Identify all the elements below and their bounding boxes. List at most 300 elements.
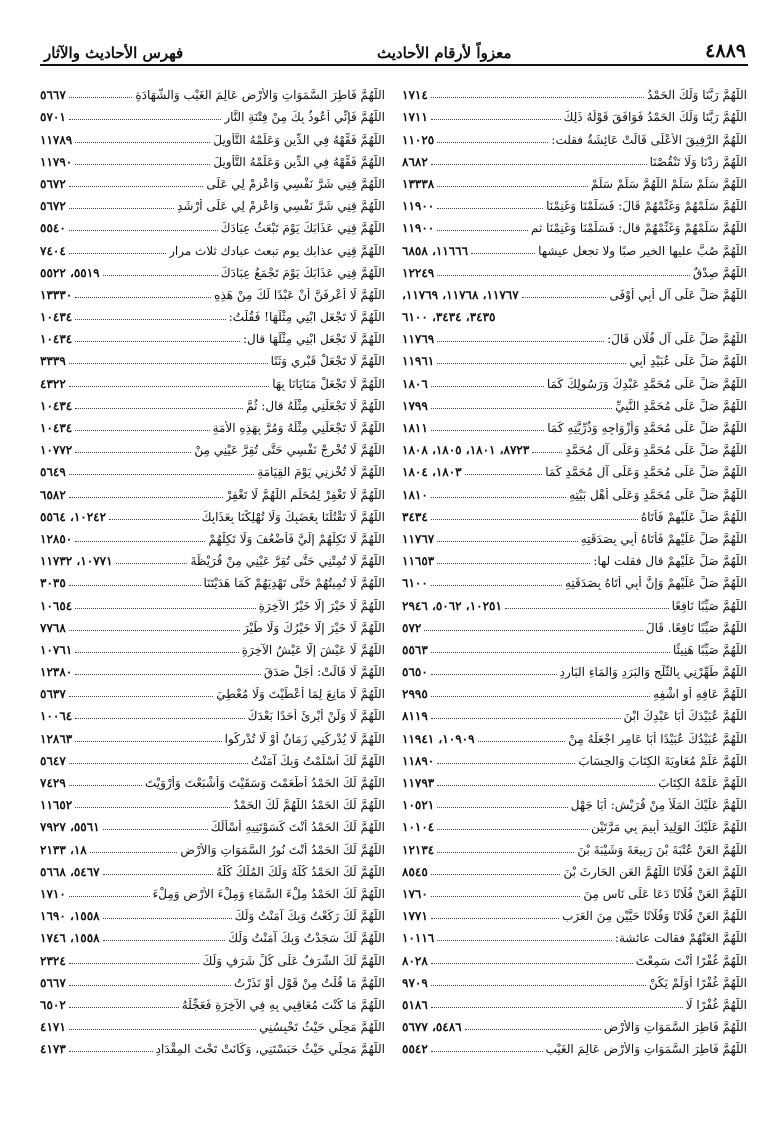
hadith-number: ٨٠٢٨ (402, 953, 428, 968)
leader-dots (75, 142, 210, 143)
index-entry (402, 701, 747, 723)
index-entry (402, 790, 747, 812)
index-entry (402, 302, 747, 324)
hadith-number: ٥٦٤٩ (40, 465, 66, 480)
leader-dots (75, 297, 211, 298)
entry-text: اللَّهُمَّ لَكَ الشَّرَفُ عَلَى كُلِّ شَرَفٍ وَلَكَ (202, 953, 385, 968)
index-entry (402, 768, 747, 790)
leader-dots (103, 940, 226, 941)
entry-text: اللَّهُمَّ العَنْ عُتْبَةَ بْنَ رَبِيعَةَ وَشَيْبَةَ بْنَ (577, 842, 747, 857)
hadith-number: ٦٥٠٢ (40, 997, 66, 1012)
leader-dots (75, 541, 205, 542)
index-entry (402, 147, 747, 169)
page-number: ٤٨٨٩ (705, 40, 746, 62)
leader-dots (69, 1051, 153, 1052)
entry-text: اللَّهُمَّ لَا تَجْعَلْ مَنَايَانَا بِهَا (272, 376, 385, 391)
index-entry (402, 923, 747, 945)
entry-text: اللَّهُمَّ صَلِّ عَلَى مُحَمَّدٍ النَّبِيِّ (615, 398, 747, 413)
leader-dots (75, 164, 210, 165)
index-entry (40, 479, 385, 501)
leader-dots (75, 652, 239, 653)
entry-text: اللَّهُمَّ العَنْ فُلَانًا وَفُلَانًا حَيَّيْنِ مِنَ العَرَبِ (562, 909, 747, 924)
entry-text: اللَّهُمَّ صَلِّ عَلَى آلِ فُلَانٍ قَالَ: (607, 332, 747, 347)
hadith-number: ٧٧٦٨ (40, 620, 66, 635)
leader-dots (69, 386, 269, 387)
leader-dots (69, 253, 166, 254)
hadith-number: ١٣٣٣٠ (40, 287, 73, 302)
index-entry (40, 834, 385, 856)
leader-dots (69, 474, 254, 475)
hadith-number: ٢٩٩٥ (402, 687, 428, 702)
hadith-number: ١٨٠٣، ١٨٠٤ (402, 465, 462, 480)
hadith-number: ١٣٣٣٨ (402, 176, 435, 191)
leader-dots (431, 652, 670, 653)
section-title: معزواً لأرقام الأحاديث (377, 44, 512, 62)
leader-dots (437, 208, 543, 209)
leader-dots (431, 430, 544, 431)
leader-dots (437, 829, 588, 830)
hadith-number: ٤٣٢٢ (40, 376, 66, 391)
entry-text: اللَّهُمَّ صُبَّ عليها الخير صبًا ولا تجعل عيشها (538, 243, 747, 258)
entry-text: اللَّهُمَّ العَنْ فُلَانًا اللَّهُمَّ العَنِ الحَارِثَ بْنَ (563, 864, 747, 879)
leader-dots (431, 97, 644, 98)
index-entry (402, 524, 747, 546)
leader-dots (437, 186, 588, 187)
entry-text: اللَّهُمَّ عَلَيْكَ الوَلِيدَ أَبِيمَ بِي مَرَّتَيْنِ (591, 820, 747, 835)
index-entry (40, 435, 385, 457)
index-entry (402, 879, 747, 901)
entry-text: اللَّهُمَّ فَاطِرَ السَّمَوَاتِ وَالأَرْضِ عَالِمَ الغَيْبِ وَالشَّهَادَةِ (135, 88, 385, 103)
leader-dots (69, 497, 223, 498)
hadith-number: ٥١٨٦ (402, 997, 428, 1012)
hadith-number: ١٠٧٧١، ١١٧٣٢ (40, 554, 113, 569)
index-entry (40, 635, 385, 657)
entry-text: اللَّهُمَّ قِنِي عذابك يوم تبعث عبادك ثلاث مرار (169, 243, 385, 258)
index-entry (402, 723, 747, 745)
leader-dots (69, 585, 201, 586)
entry-text: اللَّهُمَّ عَلَيْكَ المَلَأَ مِنْ قُرَيْشٍ: أَبَا جَهْلٍ (570, 798, 747, 813)
entry-text: اللَّهُمَّ عَلِّمْهُ الكِتَابَ (658, 776, 747, 790)
hadith-number: ١٨١٠ (402, 487, 428, 502)
leader-dots (431, 696, 650, 697)
hadith-number: ٧٤٠٤ (40, 243, 66, 258)
index-entry (402, 746, 747, 768)
index-entry (402, 546, 747, 568)
index-entry (402, 102, 747, 124)
index-entry (40, 746, 385, 768)
entry-text: اللَّهُمَّ لَا تَجْعَلْنِي مِثْلَهُ وَمُرَّ بِهَذِهِ الأَمَةِ (212, 421, 385, 435)
hadith-number: ١١٩٠٠ (402, 199, 435, 214)
leader-dots (69, 208, 174, 209)
leader-dots (103, 918, 232, 919)
hadith-number: ٥٦٣٧ (40, 687, 66, 702)
index-entry (40, 768, 385, 790)
index-entry (40, 191, 385, 213)
hadith-number: ١١٧٦٧، ١١٧٦٨، ١١٧٦٩، (402, 287, 519, 302)
leader-dots (437, 807, 567, 808)
hadith-number: ٥٤٦٧، ٥٦٦٨ (40, 864, 100, 879)
entry-text: اللَّهُمَّ صَلِّ عَلَيْهِمْ فَأَتَاهُ أَبِي بِصَدَقَتِهِ (580, 531, 747, 546)
entry-text: اللَّهُمَّ لَكَ الحَمْدُ كُلُّهُ وَلَكَ المُلْكُ كُلُّهُ (216, 864, 385, 879)
entry-text: اللَّهُمَّ فَاطِرَ السَّمَوَاتِ وَالأَرْضِ (603, 1020, 747, 1035)
index-entry (40, 901, 385, 923)
index-entry (40, 546, 385, 568)
hadith-number: ٥٦٦٧ (40, 88, 66, 103)
entry-text: اللَّهُمَّ لَا تَجْعَلْنِي مِثْلَهُ قال: ثُمَّ (246, 398, 385, 413)
entry-text: اللَّهُمَّ لَا تَجْعَلِ ابْنِي مِثْلَهَا! فَقُلْتُ: (228, 310, 385, 325)
index-entry (40, 235, 385, 257)
hadith-number: ٨١١٩ (402, 709, 428, 724)
hadith-number: ١٢٢٤٩ (402, 265, 435, 280)
entry-text: اللَّهُمَّ غُفْرًا أَنْتَ سَمِعْتَ (635, 953, 747, 968)
index-entry (402, 590, 747, 612)
leader-dots (437, 230, 528, 231)
hadith-number: ١٠١٠٤ (402, 820, 435, 835)
index-entry (402, 169, 747, 191)
hadith-number: ١٥٥٨، ١٧٤٦ (40, 931, 100, 946)
hadith-number: ٣٤٣٥، ٣٤٣٤، ٦١٠٠ (402, 310, 496, 325)
book-title: فهرس الأحاديث والآثار (44, 44, 184, 62)
index-entry (40, 1012, 385, 1034)
index-entry (402, 679, 747, 701)
index-entry (402, 968, 747, 990)
index-entry (40, 857, 385, 879)
leader-dots (69, 1029, 256, 1030)
hadith-number: ١٧١٤ (402, 88, 428, 103)
hadith-number: ١١٧٩٠ (40, 154, 73, 169)
entry-text: اللَّهُمَّ لَا تَجْعَلْ قَبْرِي وَثَنًا (270, 354, 385, 369)
entry-text: اللَّهُمَّ لَا تُمِتْنِي حَتَّى تُقِرَّ عَيْنِي مِنْ قُرَيْظَةَ (190, 554, 385, 569)
leader-dots (75, 408, 243, 409)
index-entry (40, 368, 385, 390)
entry-text: اللَّهُمَّ لَا تُمِيتُهُمْ حَتَّى تَهْدِيَهُمْ كَمَا هَدَيْتَنَا (203, 576, 385, 591)
leader-dots (431, 1051, 543, 1052)
entry-text: اللَّهُمَّ مَا قُلْتُ مِنْ قَوْلٍ أَوْ نَذَرْتُ (233, 975, 385, 990)
leader-dots (69, 985, 231, 986)
index-entry (40, 990, 385, 1012)
entry-text: اللَّهُمَّ رَبَّنَا وَلَكَ الحَمْدُ (647, 88, 747, 103)
leader-dots (75, 674, 261, 675)
leader-dots (478, 741, 566, 742)
leader-dots (437, 341, 604, 342)
leader-dots (69, 119, 222, 120)
leader-dots (431, 164, 647, 165)
leader-dots (103, 275, 218, 276)
entry-text: اللَّهُمَّ فَإِنِّي أَعُوذُ بِكَ مِنْ فِتْنَةِ النَّارِ (224, 110, 385, 125)
hadith-number: ٨٧٢٣، ١٨٠١، ١٨٠٥، ١٨٠٨ (402, 443, 530, 458)
hadith-number: ٦١٠٠ (402, 576, 428, 591)
hadith-number: ٩٧٠٩ (402, 975, 428, 990)
entry-text: اللَّهُمَّ عَافِهِ أَوِ اشْفِهِ (653, 687, 747, 702)
leader-dots (75, 319, 225, 320)
entry-text: اللَّهُمَّ لَا أَعْرِفَنَّ أَنْ عَبْدًا لَكَ مِنْ هَذِهِ (214, 287, 385, 302)
entry-text: اللَّهُمَّ صَيِّبًا هَنِيئًا (672, 642, 747, 657)
entry-text: اللَّهُمَّ قِنِي شَرَّ نَفْسِي وَاعْزِمْ لِي عَلَى أَرْشَدِ (177, 199, 385, 214)
leader-dots (431, 497, 566, 498)
leader-dots (431, 674, 557, 675)
index-entry (40, 258, 385, 280)
leader-dots (69, 630, 240, 631)
leader-dots (90, 852, 178, 853)
index-entry (40, 213, 385, 235)
index-entry (40, 812, 385, 834)
hadith-number: ٣٠٣٥ (40, 576, 66, 591)
entry-text: اللَّهُمَّ سَلِّمْهُمْ وَغَنِّمْهُمْ قَالَ: فَسَلَّمْنَا وَغَنِمْنَا (546, 199, 747, 214)
hadith-number: ١٧٦٠ (402, 886, 428, 901)
hadith-number: ٥٥٤٠ (40, 221, 66, 236)
leader-dots (437, 363, 626, 364)
index-entry (40, 613, 385, 635)
leader-dots (69, 1007, 179, 1008)
entry-text: اللَّهُمَّ لَا خَيْرَ إِلَّا خَيْرُكَ وَلَا طَيْرَ (242, 620, 385, 635)
leader-dots (437, 852, 574, 853)
hadith-number: ١١٧٩٣ (402, 776, 435, 790)
index-entry (402, 502, 747, 524)
index-entry (40, 657, 385, 679)
index-entry (40, 124, 385, 146)
entry-text: اللَّهُمَّ فَقِّهْهُ فِي الدِّينِ وَعَلِّمْهُ التَّأْوِيلَ (213, 132, 385, 147)
index-entry (402, 391, 747, 413)
entry-text: اللَّهُمَّ لَا تُخْزِنِي يَوْمَ القِيَامَةِ (257, 465, 385, 480)
leader-dots (69, 97, 133, 98)
index-entry (402, 346, 747, 368)
entry-text: اللَّهُمَّ لَكَ الحَمْدُ أَنْتَ كَسَوْتَنِيهِ أَسْأَلُكَ (210, 820, 385, 835)
leader-dots (437, 763, 575, 764)
index-entry (40, 879, 385, 901)
entry-text: اللَّهُمَّ فَقِّهْهُ فِي الدِّينِ وَعَلِّمْهُ التَّأْوِيلَ (213, 154, 385, 169)
entry-text: اللَّهُمَّ صَلِّ عَلَى مُحَمَّدٍ عَبْدِكَ وَرَسُولِكَ كَمَا (546, 376, 747, 391)
entry-text: اللَّهُمَّ عُبَيْدُكَ عُبَيْدًا أَبَا عَامِرٍ اجْعَلْهُ مِنْ (568, 731, 747, 746)
index-entry (40, 280, 385, 302)
entry-text: اللَّهُمَّ قِنِي شَرَّ نَفْسِي وَاعْزِمْ لِي عَلَى (206, 176, 385, 191)
index-entry (402, 368, 747, 390)
leader-dots (75, 718, 244, 719)
entry-text: اللَّهُمَّ العَنْهُمْ فقالت عائشة: (614, 931, 747, 946)
entry-text: اللَّهُمَّ لَكَ الحَمْدُ مِلْءَ السَّمَاءِ وَمِلْءَ الأَرْضِ وَمِلْءَ (152, 886, 385, 901)
hadith-number: ١١٠٢٥ (402, 132, 435, 147)
hadith-number: ١٠٢٥١، ٥٠٦٢، ٢٩٤٦ (402, 598, 502, 613)
index-entry (402, 258, 747, 280)
leader-dots (431, 408, 612, 409)
index-entry (402, 657, 747, 679)
index-entry (402, 857, 747, 879)
hadith-number: ١٠٤٣٤ (40, 310, 73, 325)
hadith-number: ٥٦٤٧ (40, 753, 66, 768)
leader-dots (522, 297, 607, 298)
hadith-number: ١٢٣٨٠ (40, 665, 73, 680)
hadith-number: ١١٩٦١ (402, 354, 435, 369)
leader-dots (116, 563, 188, 564)
hadith-number: ١٧٧١ (402, 909, 428, 924)
hadith-number: ١٨٠٦ (402, 376, 428, 391)
hadith-number: ١١٧٦٧ (402, 531, 435, 546)
hadith-number: ٦٥٨٢ (40, 487, 66, 502)
entry-text: اللَّهُمَّ لَا عَيْشَ إِلَّا عَيْشُ الآخِرَةِ (241, 642, 385, 657)
leader-dots (75, 807, 230, 808)
leader-dots (437, 541, 577, 542)
entry-text: اللَّهُمَّ لَا تَقْتُلْنَا بِغَضَبِكَ وَلَا تُهْلِكْنَا بِعَذَابِكَ (201, 509, 385, 524)
index-entry (40, 502, 385, 524)
leader-dots (431, 874, 561, 875)
hadith-number: ١٠٠٦٤ (40, 709, 73, 724)
leader-dots (437, 940, 612, 941)
leader-dots (431, 985, 646, 986)
index-entry (40, 524, 385, 546)
leader-dots (437, 142, 548, 143)
hadith-number: ١١٦٦٦، ٦٨٥٨ (402, 243, 469, 258)
index-entry (402, 1034, 747, 1056)
entry-text: اللَّهُمَّ لَا خَيْرَ إِلَّا خَيْرُ الآخِرَةِ (258, 598, 385, 613)
entry-text: اللَّهُمَّ لَكَ سَجَدْتُ وَبِكَ آمَنْتُ وَلَكَ (228, 931, 385, 946)
hadith-number: ١١٧٦٩ (402, 332, 435, 347)
leader-dots (431, 119, 561, 120)
index-entry (40, 324, 385, 346)
entry-text: اللَّهُمَّ صَلِّ عَلَى مُحَمَّدٍ وَعَلَى آلِ مُحَمَّدٍ (565, 443, 747, 458)
hadith-number: ٥٥٦١، ٧٩٢٧ (40, 820, 100, 835)
entry-text: اللَّهُمَّ صَلِّ عَلَى مُحَمَّدٍ وَأَزْوَاجِهِ وَذُرِّيَّتِهِ كَمَا (547, 421, 747, 435)
index-entry (402, 213, 747, 235)
entry-text: اللَّهُمَّ صَلِّ عَلَيْهِمْ فَأَتَاهُ (640, 509, 747, 524)
leader-dots (465, 474, 543, 475)
index-entry (40, 923, 385, 945)
hadith-number: ١١٩٠٠ (402, 221, 435, 236)
page-header (44, 30, 746, 62)
hadith-number: ١٨، ٢١٣٣ (40, 842, 87, 857)
index-entry (402, 235, 747, 257)
hadith-number: ٥٦٦٧ (40, 975, 66, 990)
hadith-number: ٥٥٤٢ (402, 1042, 428, 1057)
index-entry (402, 124, 747, 146)
leader-dots (431, 386, 544, 387)
entry-text: اللَّهُمَّ صَلِّ عَلَى مُحَمَّدٍ وَعَلَى أَهْلِ بَيْتِهِ (569, 487, 747, 502)
hadith-number: ١٠٢٤٢، ٥٥٦٤ (40, 509, 107, 524)
entry-text: اللَّهُمَّ لَكَ الحَمْدُ أَطْعَمْتَ وَسَقَيْتَ وَأَشْبَعْتَ وَأَرْوَيْتَ (144, 776, 385, 790)
entry-text: اللَّهُمَّ سَلِّمْهُمْ وَغَنِّمْهُمْ قال: فَسَلَّمْنَا وَغَنِمْنَا ثم (530, 221, 747, 236)
index-entry (402, 834, 747, 856)
entry-text: اللَّهُمَّ الرَّفِيقَ الأَعْلَى قَالَتْ عَائِشَةُ فقلت: (551, 132, 747, 147)
entry-text: اللَّهُمَّ فَاطِرَ السَّمَوَاتِ وَالأَرْضِ عَالِمَ الغَيْبِ (545, 1042, 747, 1057)
entry-text: اللَّهُمَّ عُبَيْدَكَ أَبَا عَبْدِكَ ابْنَ (623, 709, 747, 724)
hadith-number: ١٠٧٧٢ (40, 443, 73, 458)
entry-text: اللَّهُمَّ صَلِّ عَلَى مُحَمَّدٍ وَعَلَى آلِ مُحَمَّدٍ كَمَا (545, 465, 747, 480)
leader-dots (69, 696, 214, 697)
entry-text: اللَّهُمَّ صَلِّ عَلَى عُبَيْدٍ أَبِي (629, 354, 747, 369)
leader-dots (69, 785, 142, 786)
entry-text: اللَّهُمَّ صَيِّبًا نَافِعًا (671, 598, 747, 613)
index-entry (40, 723, 385, 745)
leader-dots (103, 829, 208, 830)
entry-text: اللَّهُمَّ لَا مَانِعَ لِمَا أَعْطَيْتَ وَلَا مُعْطِيَ (216, 687, 385, 702)
entry-text: اللَّهُمَّ زِدْنَا وَلَا تَنْقُصْنَا (649, 154, 747, 169)
entry-text: اللَّهُمَّ عَلِّمْ مُعَاوِيَةَ الكِتَابَ وَالحِسَابَ (578, 753, 747, 768)
entry-text: اللَّهُمَّ صَلِّ عَلَيْهِمْ قال فقلت لها: (593, 554, 747, 569)
leader-dots (69, 186, 204, 187)
hadith-number: ١٥٥٨، ١٦٩٠ (40, 909, 100, 924)
leader-dots (109, 519, 199, 520)
index-entry (402, 635, 747, 657)
entry-text: اللَّهُمَّ قِنِي عَذَابَكَ يَوْمَ تَبْعَثُ عِبَادَكَ (220, 221, 385, 236)
entry-text: اللَّهُمَّ صَلِّ عَلَيْهِمْ وَإِنَّ أَبِي أَتَاهُ بِصَدَقَتِهِ (565, 576, 747, 591)
hadith-number: ١٠١١٦ (402, 931, 435, 946)
hadith-number: ١١٦٥٣ (402, 554, 435, 569)
index-entry (40, 590, 385, 612)
hadith-number: ٤١٧٣ (40, 1042, 66, 1057)
entry-text: اللَّهُمَّ قِنِي عَذَابَكَ يَوْمَ تَجْمَعُ عِبَادَكَ (220, 265, 385, 280)
hadith-number: ٢٣٢٤ (40, 953, 66, 968)
index-entry (402, 191, 747, 213)
entry-text: اللَّهُمَّ غُفْرًا لَا (685, 997, 747, 1012)
entry-text: اللَّهُمَّ لَا تَغْفِرْ لِمُحَلِّمٍ اللَّهُمَّ لَا تَغْفِرْ (225, 487, 385, 502)
leader-dots (424, 630, 643, 631)
hadith-number: ١٧٩٩ (402, 398, 428, 413)
hadith-number: ١١٨٩٠ (402, 753, 435, 768)
leader-dots (69, 363, 268, 364)
entry-text: اللَّهُمَّ طَهِّرْنِي بِالثَّلْجِ وَالبَرَدِ وَالمَاءِ البَارِدِ (559, 665, 747, 680)
index-entry (402, 613, 747, 635)
index-entry (40, 80, 385, 102)
leader-dots (69, 963, 200, 964)
leader-dots (431, 585, 562, 586)
leader-dots (103, 874, 213, 875)
index-entry (402, 990, 747, 1012)
index-entry (40, 147, 385, 169)
hadith-number: ١١٦٥٢ (40, 798, 73, 813)
entry-text: اللَّهُمَّ مَا كُنْتَ مُعَاقِبِي بِهِ فِي الآخِرَةِ فَعَجِّلْهُ (181, 997, 385, 1012)
leader-dots (69, 896, 150, 897)
leader-dots (431, 1007, 683, 1008)
leader-dots (532, 452, 562, 453)
entry-text: اللَّهُمَّ لَكَ الحَمْدُ اللَّهُمَّ لَكَ الحَمْدُ (233, 798, 385, 813)
leader-dots (505, 608, 669, 609)
hadith-number: ٥٥١٩، ٥٥٢٢ (40, 265, 100, 280)
entry-text: اللَّهُمَّ سَلِّمْ سَلِّمْ اللَّهُمَّ سَلِّمْ سَلِّمْ (590, 176, 747, 191)
index-entry (40, 945, 385, 967)
index-entry (402, 812, 747, 834)
index-entry (402, 324, 747, 346)
hadith-number: ٥٤٨٦، ٥٦٧٧ (402, 1020, 462, 1035)
leader-dots (431, 519, 638, 520)
leader-dots (75, 608, 255, 609)
index-entry (40, 457, 385, 479)
index-entry (402, 901, 747, 923)
hadith-number: ١٧١١ (402, 110, 428, 125)
entry-text: اللَّهُمَّ صِدْقٌ (692, 265, 747, 280)
entry-text: اللَّهُمَّ لَا تَجْعَلِ ابْنِي مِثْلَهَا قال: (242, 332, 385, 347)
index-entry (40, 102, 385, 124)
hadith-number: ٣٣٣٩ (40, 354, 66, 369)
right-index-column (402, 80, 747, 1056)
leader-dots (75, 452, 191, 453)
index-entry (402, 479, 747, 501)
hadith-number: ١٠٧٦١ (40, 642, 73, 657)
hadith-number: ٥٦٧٢ (40, 199, 66, 214)
entry-text: اللَّهُمَّ صَيِّبًا نَافِعًا. قَالَ (645, 620, 747, 635)
hadith-number: ١٢٨٦٣ (40, 731, 73, 746)
leader-dots (69, 230, 218, 231)
leader-dots (471, 253, 535, 254)
header-rule (40, 64, 748, 66)
index-entry (40, 568, 385, 590)
left-index-column (40, 80, 385, 1056)
hadith-number: ٧٤٢٩ (40, 776, 66, 790)
hadith-number: ١٠٦٥٤ (40, 598, 73, 613)
hadith-number: ٨٦٨٢ (402, 154, 428, 169)
leader-dots (437, 275, 690, 276)
leader-dots (75, 741, 221, 742)
entry-text: اللَّهُمَّ غُفْرًا أَوَلَمْ يَكُنْ (648, 975, 747, 990)
hadith-number: ٥٧٢ (402, 620, 422, 635)
hadith-number: ١٠٩٠٩، ١١٩٤١ (402, 731, 475, 746)
